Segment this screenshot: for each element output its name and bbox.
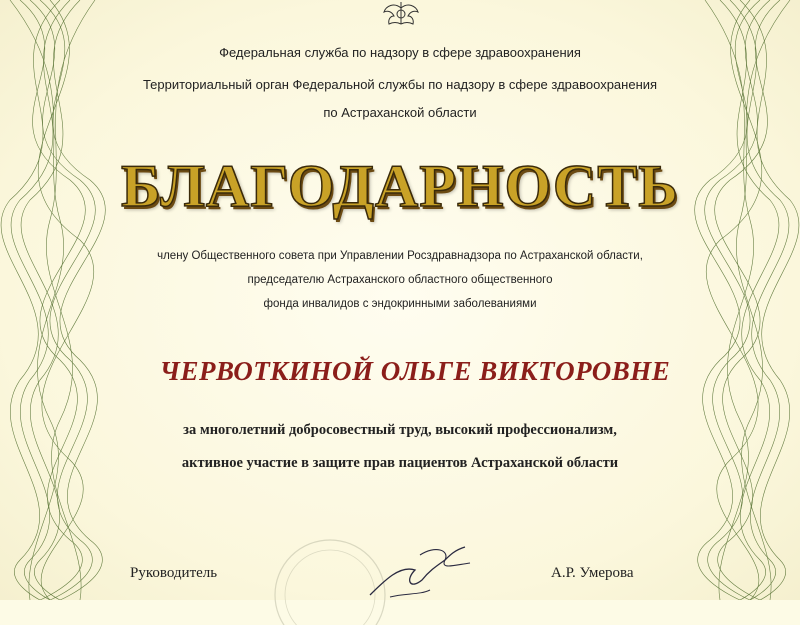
recipient-line-3: фонда инвалидов с эндокринными заболеваниями xyxy=(263,298,537,310)
recipient-line-1: члену Общественного совета при Управлении Росздравнадзора по Астраханской области, xyxy=(157,250,643,262)
signatory-name: А.Р. Умерова xyxy=(551,565,634,581)
recipient-line-2: председателю Астраханского областного общественного xyxy=(247,274,553,286)
certificate-title: БЛАГОДАРНОСТЬ xyxy=(121,153,679,219)
org-line-2: Территориальный орган Федеральной службы по надзору в сфере здравоохранения xyxy=(142,77,658,92)
reason-line-1: за многолетний добросовестный труд, высокий профессионализм, xyxy=(183,422,617,438)
recipient-name: ЧЕРВОТКИНОЙ ОЛЬГЕ ВИКТОРОВНЕ xyxy=(159,356,671,386)
coat-of-arms-icon xyxy=(380,0,422,26)
handwritten-signature xyxy=(360,535,480,605)
reason-line-2: активное участие в защите прав пациентов Астраханской области xyxy=(181,455,619,471)
org-line-1: Федеральная служба по надзору в сфере здравоохранения xyxy=(219,45,581,60)
signature-role: Руководитель xyxy=(130,565,218,581)
org-line-3: по Астраханской области xyxy=(323,105,477,120)
